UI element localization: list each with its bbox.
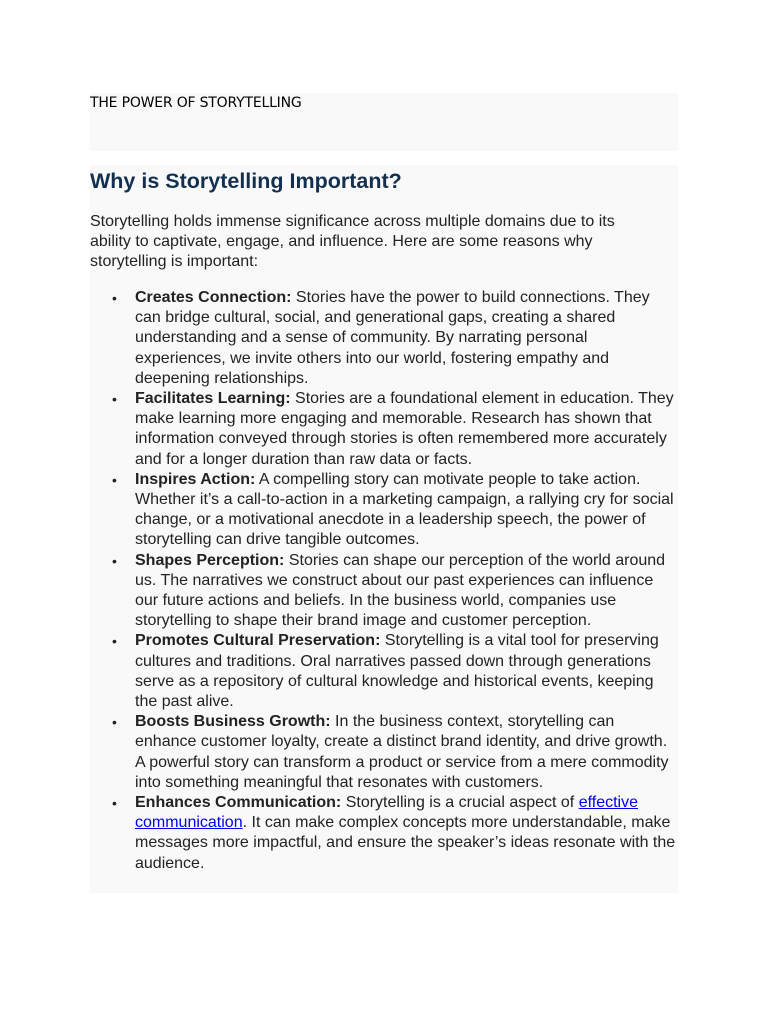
bullet-icon: • xyxy=(112,290,117,306)
reason-title: Shapes Perception: xyxy=(135,551,285,569)
reason-text: Stories are a foundational element in education. They make learning more engaging and memorable. Research has shown that information conveyed through stories is often remembered more accurately and for a longer duration than raw data or facts. xyxy=(135,390,674,468)
list-item-shapes-perception xyxy=(90,551,680,632)
intro-paragraph: Storytelling holds immense significance across multiple domains due to its ability to captivate, engage, and influence. Here are some reasons why storytelling is important: xyxy=(90,213,615,271)
list-item-business-growth xyxy=(90,712,680,793)
bullet-icon: • xyxy=(112,714,117,731)
section-heading: Why is Storytelling Important? xyxy=(90,169,402,193)
reason-text: Stories can shape our perception of the world around us. The narratives we construct about our past experiences can influence our future actions and beliefs. In the business world, companies use storytelling to shape their brand image and customer perception. xyxy=(135,551,666,630)
reason-title: Promotes Cultural Preservation: xyxy=(135,632,381,650)
reason-title: Enhances Communication: xyxy=(135,794,342,812)
bullet-icon: • xyxy=(112,633,117,650)
reason-text: . It can make complex concepts more understandable, make messages more impactful, and ensure the speaker’s ideas resonate with the audience. xyxy=(135,814,676,872)
bullet-icon: • xyxy=(112,552,117,569)
reason-text: A compelling story can motivate people to take action. Whether it’s a call-to-action in a marketing campaign, a rallying cry for social change, or a motivational anecdote in a leadership speech, the power of storytelling can drive tangible outcomes. xyxy=(135,470,674,549)
list-item-facilitates-learning xyxy=(90,389,680,470)
list-item-cultural-preservation xyxy=(90,631,680,712)
reason-text: In the business context, storytelling can enhance customer loyalty, create a distinct brand identity, and drive growth. A powerful story can transform a product or service from a mere commodity into something meaningful that resonates with customers. xyxy=(135,713,669,791)
list-item-enhances-communication xyxy=(90,793,680,874)
bullet-icon: • xyxy=(112,471,117,488)
reason-title: Inspires Action: xyxy=(135,470,256,488)
reason-text: Storytelling is a crucial aspect of xyxy=(341,794,579,812)
reason-title: Boosts Business Growth: xyxy=(135,713,331,731)
reason-title: Facilitates Learning: xyxy=(135,390,291,408)
reasons-list xyxy=(90,288,680,874)
bullet-icon: • xyxy=(112,795,117,812)
document-title: THE POWER OF STORYTELLING xyxy=(90,95,302,111)
reason-title: Creates Connection: xyxy=(135,289,292,306)
list-item-creates-connection xyxy=(90,288,680,389)
bullet-icon: • xyxy=(112,391,117,408)
list-item-inspires-action xyxy=(90,470,680,551)
reason-text: Storytelling is a vital tool for preserving cultures and traditions. Oral narratives passed down through generations serve as a repository of cultural knowledge and historical events, keeping the past alive. xyxy=(135,632,659,711)
reason-text: Stories have the power to build connections. They can bridge cultural, social, and generational gaps, creating a shared understanding and a sense of community. By narrating personal experiences, we invite others into our world, fostering empathy and deepening relationships. xyxy=(135,289,650,387)
effective-communication-link[interactable]: effective communication xyxy=(135,794,638,832)
